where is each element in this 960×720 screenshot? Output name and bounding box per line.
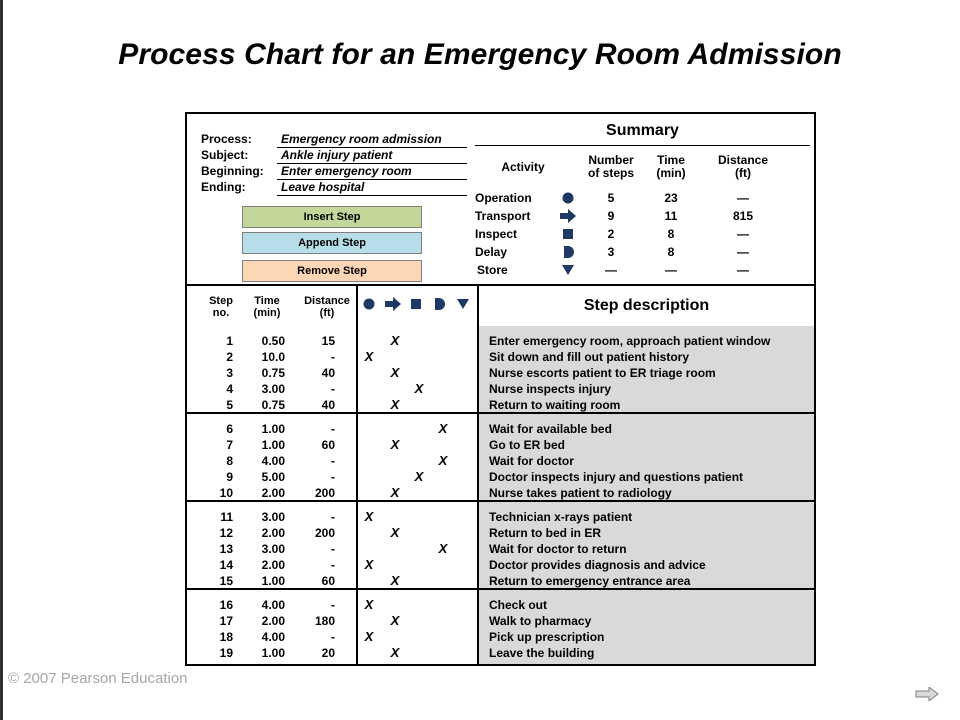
step-no: 14 (219, 558, 233, 572)
step-time: 4.00 (261, 454, 285, 468)
step-group-values (187, 590, 356, 664)
step-no: 13 (219, 542, 233, 556)
summary-time: 11 (664, 209, 678, 223)
transport-arrow-icon (559, 209, 577, 223)
step-distance: - (331, 510, 335, 524)
col-dist-1: Distance (304, 295, 350, 307)
step-no: 16 (219, 598, 233, 612)
step-no: 7 (226, 438, 233, 452)
store-triangle-icon (561, 264, 575, 276)
steps-header-left (187, 286, 356, 326)
step-time: 1.00 (261, 422, 285, 436)
step-group-values (187, 502, 356, 588)
summary-col-dist-2: (ft) (735, 166, 751, 180)
step-group-marks (358, 326, 477, 412)
step-description: Return to waiting room (489, 398, 621, 412)
field-label-subject: Subject: (201, 148, 249, 162)
step-no: 9 (226, 470, 233, 484)
summary-steps: 2 (607, 227, 615, 241)
step-distance: 20 (321, 646, 335, 660)
field-value-beginning: Enter emergency room (281, 164, 412, 178)
summary-distance: — (737, 263, 749, 277)
col-step-2: no. (212, 307, 230, 319)
field-label-beginning: Beginning: (201, 164, 264, 178)
step-description: Sit down and fill out patient history (489, 350, 689, 364)
step-time: 2.00 (261, 486, 285, 500)
symbols-header (358, 286, 477, 326)
step-group-descriptions (479, 502, 814, 588)
next-arrow-icon[interactable] (915, 687, 939, 701)
step-time: 3.00 (261, 382, 285, 396)
summary-col-time-2: (min) (656, 166, 686, 180)
summary-activity: Delay (475, 245, 508, 259)
summary-distance: 815 (732, 209, 754, 223)
step-mark-transport: X (390, 333, 400, 348)
summary-activity: Operation (475, 191, 532, 205)
step-time: 2.00 (261, 526, 285, 540)
operation-circle-icon (362, 297, 376, 311)
step-description: Nurse inspects injury (489, 382, 612, 396)
remove-step-button[interactable]: Remove Step (242, 260, 422, 282)
step-distance: - (331, 422, 335, 436)
col-time-2: (min) (253, 307, 281, 319)
summary-col-activity: Activity (501, 160, 545, 174)
field-value-subject: Ankle injury patient (281, 148, 393, 162)
step-group-values (187, 326, 356, 412)
step-mark-delay: X (438, 541, 448, 556)
step-description: Return to emergency entrance area (489, 574, 691, 588)
operation-circle-icon (561, 191, 575, 205)
col-time-1: Time (254, 295, 280, 307)
col-step-1: Step (209, 295, 233, 307)
step-mark-transport: X (390, 525, 400, 540)
step-mark-operation: X (364, 349, 374, 364)
step-distance: - (331, 542, 335, 556)
step-distance: 200 (314, 486, 335, 500)
step-description: Nurse escorts patient to ER triage room (489, 366, 716, 380)
header-panel (187, 114, 471, 284)
summary-time: — (665, 263, 677, 277)
step-distance: 200 (314, 526, 335, 540)
summary-time: 23 (664, 191, 678, 205)
step-distance: 40 (321, 398, 335, 412)
step-mark-transport: X (390, 573, 400, 588)
summary-time: 8 (667, 245, 675, 259)
step-group-descriptions (479, 414, 814, 500)
field-value-ending: Leave hospital (281, 180, 365, 194)
step-mark-transport: X (390, 397, 400, 412)
step-distance: - (331, 598, 335, 612)
step-mark-delay: X (438, 421, 448, 436)
step-no: 12 (219, 526, 233, 540)
delay-d-icon (563, 245, 575, 259)
step-description: Pick up prescription (489, 630, 605, 644)
step-distance: 60 (321, 574, 335, 588)
step-description: Wait for doctor to return (489, 542, 627, 556)
step-mark-inspect: X (414, 381, 424, 396)
process-chart (185, 112, 816, 666)
step-description: Check out (489, 598, 548, 612)
step-no: 18 (219, 630, 233, 644)
transport-arrow-icon (384, 297, 402, 311)
summary-distance: — (737, 227, 749, 241)
step-no: 5 (226, 398, 233, 412)
step-mark-transport: X (390, 485, 400, 500)
step-group-descriptions (479, 326, 814, 412)
insert-step-button[interactable]: Insert Step (242, 206, 422, 228)
copyright-text: © 2007 Pearson Education (8, 670, 188, 687)
step-mark-operation: X (364, 557, 374, 572)
col-description: Step description (583, 297, 710, 314)
step-time: 10.0 (261, 350, 285, 364)
step-no: 17 (219, 614, 233, 628)
step-group-marks (358, 590, 477, 664)
step-group-descriptions (479, 590, 814, 664)
step-time: 1.00 (261, 574, 285, 588)
field-label-process: Process: (201, 132, 252, 146)
step-time: 0.75 (261, 366, 285, 380)
step-description: Leave the building (489, 646, 595, 660)
step-distance: - (331, 350, 335, 364)
step-description: Go to ER bed (489, 438, 565, 452)
step-time: 0.50 (261, 334, 285, 348)
summary-col-steps-1: Number (588, 153, 634, 167)
step-mark-transport: X (390, 437, 400, 452)
summary-panel (471, 114, 814, 284)
step-time: 2.00 (261, 558, 285, 572)
inspect-square-icon (562, 228, 574, 240)
step-description: Wait for available bed (489, 422, 612, 436)
step-mark-transport: X (390, 365, 400, 380)
summary-steps: 9 (607, 209, 615, 223)
step-description: Doctor provides diagnosis and advice (489, 558, 706, 572)
step-description: Return to bed in ER (489, 526, 601, 540)
step-no: 2 (226, 350, 233, 364)
page-title: Process Chart for an Emergency Room Admission (118, 38, 842, 71)
step-mark-operation: X (364, 597, 374, 612)
step-description: Nurse takes patient to radiology (489, 486, 672, 500)
step-mark-inspect: X (414, 469, 424, 484)
col-dist-2: (ft) (319, 307, 335, 319)
summary-steps: 3 (607, 245, 615, 259)
step-time: 2.00 (261, 614, 285, 628)
summary-activity: Store (477, 263, 508, 277)
description-header (479, 286, 814, 326)
step-time: 5.00 (261, 470, 285, 484)
step-description: Walk to pharmacy (489, 614, 592, 628)
step-mark-transport: X (390, 645, 400, 660)
summary-distance: — (737, 191, 749, 205)
step-no: 1 (226, 334, 233, 348)
step-distance: 180 (314, 614, 335, 628)
step-group-marks (358, 414, 477, 500)
step-description: Enter emergency room, approach patient window (489, 334, 771, 348)
inspect-square-icon (410, 298, 422, 310)
step-time: 4.00 (261, 630, 285, 644)
summary-steps: 5 (607, 191, 615, 205)
step-description: Technician x-rays patient (489, 510, 633, 524)
summary-steps: — (605, 263, 617, 277)
step-distance: - (331, 382, 335, 396)
step-no: 3 (226, 366, 233, 380)
step-no: 10 (219, 486, 233, 500)
step-time: 4.00 (261, 598, 285, 612)
summary-col-steps-2: of steps (587, 166, 634, 180)
step-group-marks (358, 502, 477, 588)
summary-col-time-1: Time (657, 153, 685, 167)
step-no: 15 (219, 574, 233, 588)
summary-title: Summary (606, 122, 679, 139)
step-description: Wait for doctor (489, 454, 574, 468)
summary-distance: — (737, 245, 749, 259)
step-time: 3.00 (261, 510, 285, 524)
step-mark-operation: X (364, 629, 374, 644)
summary-col-dist-1: Distance (717, 153, 769, 167)
summary-activity: Inspect (475, 227, 518, 241)
step-distance: - (331, 470, 335, 484)
step-no: 4 (226, 382, 233, 396)
summary-time: 8 (667, 227, 675, 241)
left-border (0, 0, 3, 720)
step-distance: 60 (321, 438, 335, 452)
step-distance: - (331, 454, 335, 468)
step-mark-delay: X (438, 453, 448, 468)
summary-activity: Transport (475, 209, 531, 223)
step-distance: - (331, 630, 335, 644)
step-distance: - (331, 558, 335, 572)
step-time: 0.75 (261, 398, 285, 412)
delay-d-icon (434, 297, 446, 311)
step-distance: 40 (321, 366, 335, 380)
field-label-ending: Ending: (201, 180, 246, 194)
step-time: 3.00 (261, 542, 285, 556)
step-no: 8 (226, 454, 233, 468)
step-time: 1.00 (261, 438, 285, 452)
step-no: 19 (219, 646, 233, 660)
step-distance: 15 (321, 334, 335, 348)
step-no: 6 (226, 422, 233, 436)
step-mark-transport: X (390, 613, 400, 628)
step-description: Doctor inspects injury and questions patient (489, 470, 744, 484)
step-mark-operation: X (364, 509, 374, 524)
store-triangle-icon (456, 298, 470, 310)
step-no: 11 (220, 510, 233, 524)
append-step-button[interactable]: Append Step (242, 232, 422, 254)
step-time: 1.00 (261, 646, 285, 660)
field-value-process: Emergency room admission (281, 132, 442, 146)
step-group-values (187, 414, 356, 500)
